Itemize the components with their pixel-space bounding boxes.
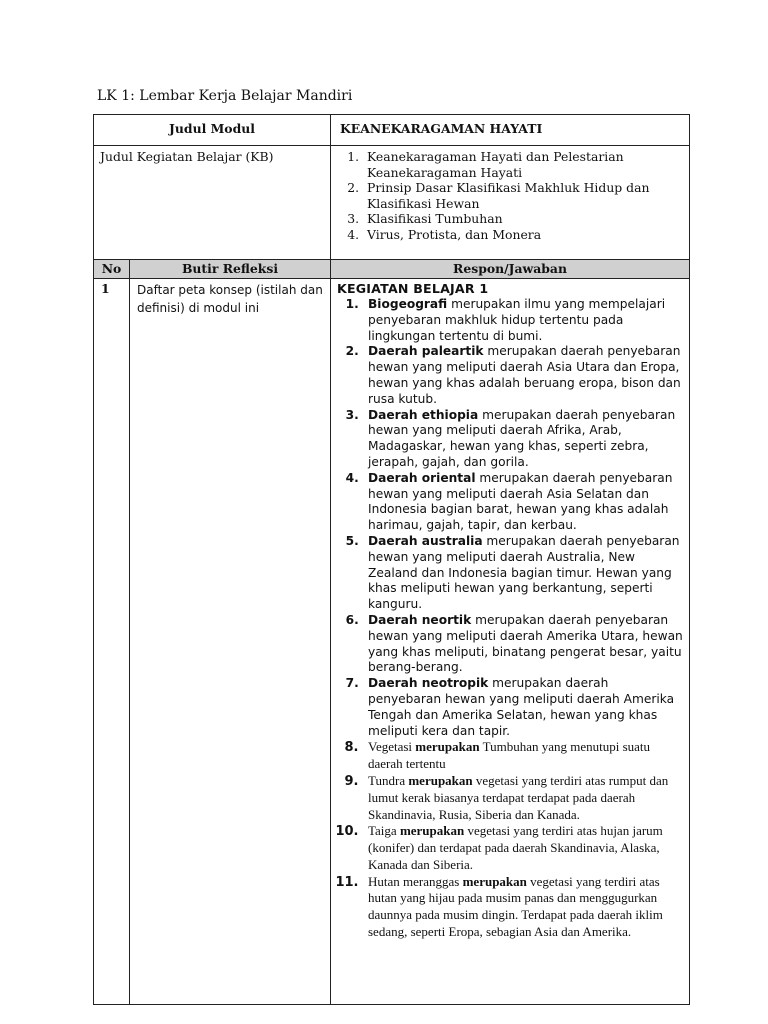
header-no: No [94, 260, 130, 279]
worksheet-table [93, 114, 690, 1005]
kb-item: 1. Keanekaragaman Hayati dan Pelestarian Keanekaragaman Hayati [363, 149, 689, 180]
list-item [363, 676, 683, 739]
kb-list [331, 149, 689, 242]
table-row [94, 279, 690, 1005]
item-term: Daerah paleartik [368, 344, 484, 359]
item-text: merupakan daerah penyebaran hewan yang meliputi daerah Amerika Tengah dan Amerika Selatan, hewan yang khas meliputi kera dan tapir. [368, 676, 675, 738]
list-item [363, 773, 683, 823]
list-item [363, 344, 683, 407]
document-title: LK 1: Lembar Kerja Belajar Mandiri [97, 88, 353, 104]
list-item [363, 471, 683, 534]
kb-label: Judul Kegiatan Belajar (KB) [94, 146, 331, 260]
item-prefix: Vegetasi [368, 739, 416, 755]
kb-list-cell [331, 146, 690, 260]
item-text: vegetasi yang terdiri atas rumput dan lumut kerak biasanya terdapat terdapat pada daerah Skandinavia, Rusia, Siberia dan Kanada. [368, 772, 669, 822]
response-list [337, 297, 683, 941]
item-term: merupakan [462, 873, 527, 889]
list-item [363, 408, 683, 471]
item-term: Daerah ethiopia [368, 407, 479, 422]
respon-cell [331, 279, 690, 1005]
item-term: Daerah neotropik [368, 676, 489, 691]
kb-item: 4. Virus, Protista, dan Monera [363, 227, 689, 243]
list-item [363, 613, 683, 676]
kb-item: 3. Klasifikasi Tumbuhan [363, 211, 689, 227]
list-item [363, 297, 683, 344]
header-butir: Butir Refleksi [130, 260, 331, 279]
list-item [363, 739, 683, 773]
modul-label: Judul Modul [94, 115, 331, 146]
item-term: merupakan [415, 739, 480, 755]
item-text: vegetasi yang terdiri atas hujan jarum (konifer) dan terdapat pada daerah Skandinavia, Alaska, Kanada dan Siberia. [368, 823, 663, 872]
kb-row [94, 146, 690, 260]
list-item [363, 534, 683, 613]
item-text: Tumbuhan yang menutupi suatu daerah tertentu [368, 739, 651, 772]
modul-value: KEANEKARAGAMAN HAYATI [331, 115, 690, 146]
item-text: merupakan daerah penyebaran hewan yang meliputi daerah Asia Utara dan Eropa, hewan yang khas adalah beruang eropa, bison dan rusa kutub. [368, 344, 681, 406]
item-term: merupakan [408, 772, 473, 788]
header-row [94, 260, 690, 279]
list-item [363, 874, 683, 941]
item-term: Daerah oriental [368, 470, 476, 485]
kegiatan-heading: KEGIATAN BELAJAR 1 [337, 281, 489, 296]
row-number: 1 [94, 279, 130, 1005]
item-prefix: Tundra [368, 772, 409, 788]
item-prefix: Hutan meranggas [368, 873, 463, 889]
item-term: merupakan [399, 823, 465, 839]
kb-item: 2. Prinsip Dasar Klasifikasi Makhluk Hidup dan Klasifikasi Hewan [363, 180, 689, 211]
item-prefix: Taiga [368, 823, 400, 839]
item-text: merupakan daerah penyebaran hewan yang meliputi daerah Australia, New Zealand dan Indonesia bagian timur. Hewan yang khas meliputi hewan yang berkantung, seperti kanguru. [368, 533, 680, 612]
modul-row [94, 115, 690, 146]
item-text: vegetasi yang terdiri atas hutan yang hijau pada musim panas dan menggugurkan daunnya pada musim dingin. Terdapat pada daerah iklim sedang, seperti Eropa, sebagian Asia dan Amerika. [368, 873, 663, 940]
item-text: merupakan daerah penyebaran hewan yang meliputi daerah Afrika, Arab, Madagaskar, hewan yang khas, seperti zebra, jerapah, gajah, dan gorila. [368, 407, 676, 469]
item-term: Daerah australia [368, 533, 483, 548]
item-text: merupakan daerah penyebaran hewan yang meliputi daerah Amerika Utara, hewan yang khas meliputi, binatang pengerat besar, yaitu berang-berang. [368, 612, 683, 675]
header-respon: Respon/Jawaban [331, 260, 690, 279]
butir-refleksi: Daftar peta konsep (istilah dan definisi) di modul ini [130, 279, 331, 1005]
item-term: Biogeografi [368, 297, 448, 311]
item-term: Daerah neortik [368, 612, 472, 627]
list-item [363, 823, 683, 873]
item-text: merupakan ilmu yang mempelajari penyebaran makhluk hidup tertentu pada lingkungan tertentu di bumi. [368, 297, 666, 343]
item-text: merupakan daerah penyebaran hewan yang meliputi daerah Asia Selatan dan Indonesia bagian barat, hewan yang khas adalah harimau, gajah, tapir, dan kerbau. [368, 470, 673, 533]
